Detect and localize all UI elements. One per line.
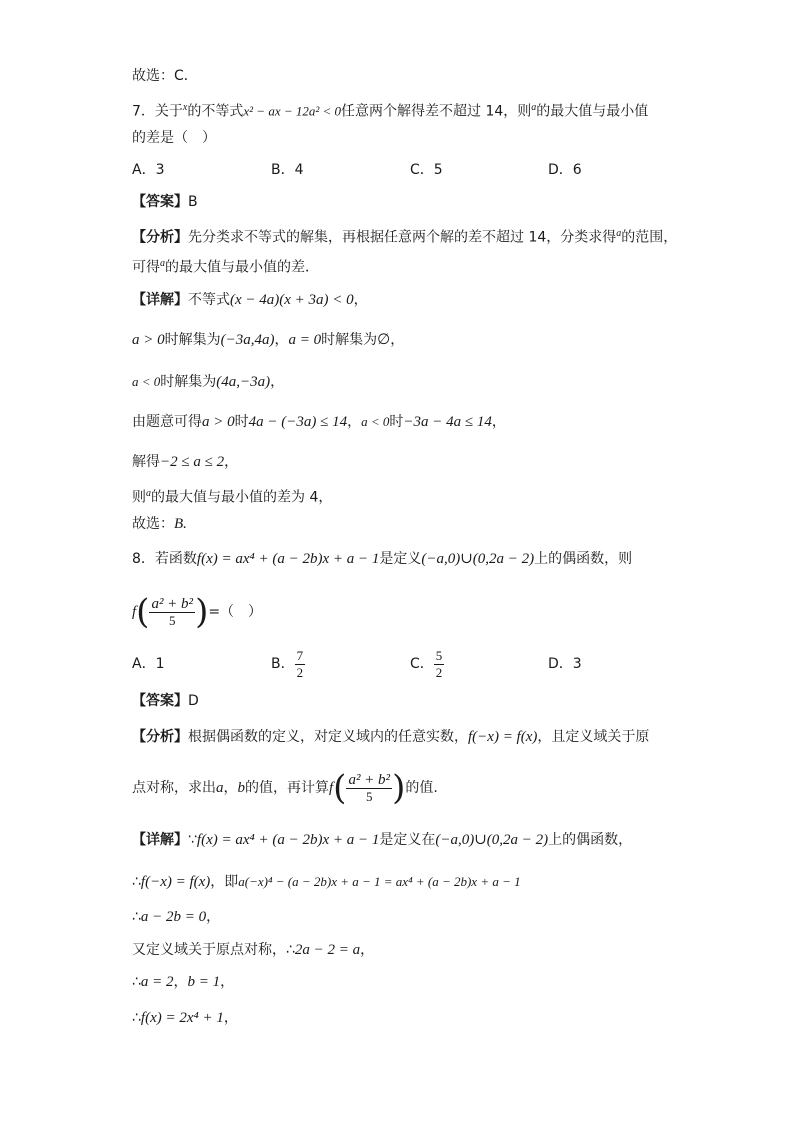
q8-option-c: C． $\frac{5}{2}$ <box>410 647 443 680</box>
q7-option-b: B．4 <box>271 162 304 178</box>
q7-detail-line7: 故选：B. <box>132 516 187 532</box>
q7-stem-line2: 的差是（ ） <box>132 130 216 146</box>
q8-detail-line1: 【详解】∵f(x) = ax⁴ + (a − 2b)x + a − 1是定义在(−a,0)∪(0,2a − 2)上的偶函数， <box>132 832 633 848</box>
q8-detail-line3: ∴a − 2b = 0， <box>132 909 221 925</box>
q8-answer: 【答案】D <box>132 693 199 709</box>
q8-detail-line2: ∴f(−x) = f(x)，即a(−x)⁴ − (a − 2b)x + a − 1 = ax⁴ + (a − 2b)x + a − 1 <box>132 874 521 890</box>
q7-detail-line6: 则$^a$的最大值与最小值的差为 4， <box>132 488 333 506</box>
q8-stem-line1: 8．若函数f(x) = ax⁴ + (a − 2b)x + a − 1是定义(−a,0)∪(0,2a − 2)上的偶函数，则 <box>132 551 633 567</box>
q7-stem-line1: 7．关于$^x$的不等式x² − ax − 12a² < 0任意两个解得差不超过 14，则$^a$的最大值与最小值 <box>132 102 649 120</box>
previous-answer: 故选：C． <box>132 68 198 84</box>
q8-detail-line4: 又定义域关于原点对称，∴2a − 2 = a， <box>132 942 375 958</box>
q7-option-d: D．6 <box>548 162 582 178</box>
q7-answer: 【答案】B <box>132 194 198 210</box>
q7-detail-line1: 【详解】不等式(x − 4a)(x + 3a) < 0， <box>132 292 368 308</box>
q7-option-a: A．3 <box>132 162 165 178</box>
q8-detail-line6: ∴f(x) = 2x⁴ + 1， <box>132 1010 238 1026</box>
q7-detail-line3: a < 0时解集为(4a,−3a)， <box>132 374 285 390</box>
q8-option-d: D．3 <box>548 656 582 672</box>
q7-analysis-line2: 可得$^a$的最大值与最小值的差． <box>132 258 319 276</box>
q8-stem-fraction: $\frac{\text{a² + b²}}{5}$ <box>151 595 194 628</box>
q8-analysis-line1: 【分析】根据偶函数的定义，对定义域内的任意实数，f(−x) = f(x)，且定义域关于原 <box>132 729 650 745</box>
q7-detail-line2: a > 0时解集为(−3a,4a)，a = 0时解集为∅， <box>132 332 405 348</box>
q7-option-c: C．5 <box>410 162 443 178</box>
q8-option-a: A．1 <box>132 656 165 672</box>
q7-analysis-line1: 【分析】先分类求不等式的解集，再根据任意两个解的差不超过 14，分类求得$^a$的范围， <box>132 228 678 246</box>
q7-detail-line4: 由题意可得a > 0时4a − (−3a) ≤ 14，a < 0时−3a − 4a ≤ 14， <box>132 414 506 430</box>
q7-detail-line5: 解得−2 ≤ a ≤ 2， <box>132 454 239 470</box>
q8-stem-line2: f( $\frac{\text{a² + b²}}{5}$ )=（ ） <box>132 592 263 632</box>
q8-detail-line5: ∴a = 2，b = 1， <box>132 974 235 990</box>
q8-analysis-fraction: $\frac{\text{a² + b²}}{5}$ <box>348 771 391 804</box>
q8-analysis-line2: 点对称，求出a，b的值，再计算f( $\frac{\text{a² + b²}}{5}$ )的值. <box>132 768 438 808</box>
q8-option-b: B． $\frac{7}{2}$ <box>271 647 304 680</box>
